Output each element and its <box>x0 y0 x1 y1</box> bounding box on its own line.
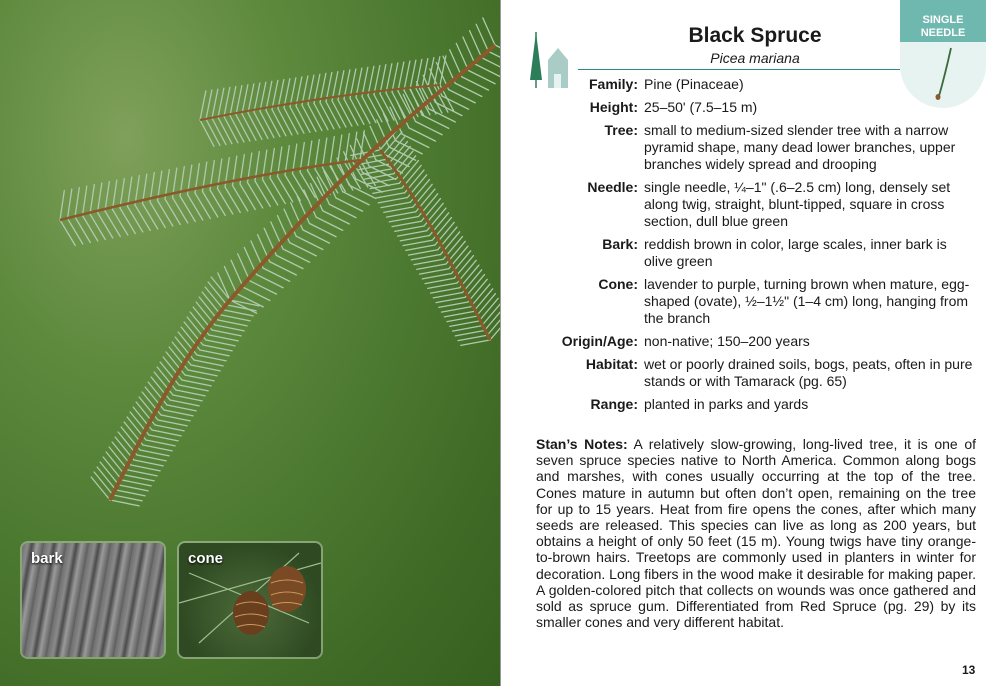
tab-label-line2: NEEDLE <box>920 27 966 39</box>
fact-value: single needle, ¼–1" (.6–2.5 cm) long, densely set along twig, straight, blunt-tipped, square in cross section, dull blue green <box>644 179 951 229</box>
tab-label-line1: SINGLE <box>922 14 964 26</box>
fact-value: wet or poorly drained soils, bogs, peats, often in pure stands or with Tamarack (pg. 65) <box>644 356 973 389</box>
fact-key: Needle: <box>587 179 638 195</box>
page-number: 13 <box>962 663 976 677</box>
notes-heading: Stan’s Notes: <box>536 436 628 452</box>
fact-row-needle <box>528 179 978 230</box>
species-facts <box>528 76 978 419</box>
fact-key: Height: <box>589 99 638 115</box>
fact-row-family <box>528 76 978 93</box>
leaf-type-tab-label <box>900 14 986 40</box>
fact-value: Pine (Pinaceae) <box>644 76 744 92</box>
bark-label: bark <box>31 550 63 567</box>
cone-label: cone <box>188 550 224 567</box>
fact-row-range <box>528 396 978 413</box>
notes-body: A relatively slow-growing, long-lived tree, it is one of seven spruce species native to North America. Common along bogs and marshes, with cones usually occurring at the top of the tree. Cones mature in autumn but often don’t open, remaining on the tree for up to 15 years. Heat from fire opens the cones, after which many seeds are released. This species can live as long as 200 years, but obtains a height of only 50 feet (15 m). Young twigs have tiny orange-to-brown hairs. Treetops are commonly used in planters in winter for decoration. Long fibers in the wood make it desirable for making paper. A golden-colored pitch that collects on wounds was once gathered and sold as spruce gum. Differentiated from Red Spruce (pg. 29) by its smaller cones and very different habitat. <box>536 436 977 631</box>
fact-row-cone <box>528 276 978 327</box>
fact-value: small to medium-sized slender tree with a narrow pyramid shape, many dead lower branches, upper branches widely spread and drooping <box>644 122 956 172</box>
fact-value: 25–50' (7.5–15 m) <box>644 99 758 115</box>
stans-notes <box>536 436 976 630</box>
fact-key: Bark: <box>602 236 638 252</box>
fact-value: planted in parks and yards <box>644 396 809 412</box>
fact-key: Family: <box>588 76 638 92</box>
bark-inset-photo <box>22 543 164 657</box>
species-common-name: Black Spruce <box>688 24 822 47</box>
fact-value: reddish brown in color, large scales, inner bark is olive green <box>644 236 947 269</box>
cone-inset-photo <box>179 543 321 657</box>
fact-value: lavender to purple, turning brown when mature, egg-shaped (ovate), ½–1½" (1–4 cm) long, hanging from the branch <box>644 276 970 326</box>
species-scientific-name: Picea mariana <box>710 50 800 66</box>
fact-row-height <box>528 99 978 116</box>
fact-key: Habitat: <box>585 356 638 372</box>
fact-row-origin-age <box>528 333 978 350</box>
fact-key: Cone: <box>598 276 638 292</box>
fact-key: Tree: <box>604 122 638 138</box>
title-rule <box>578 69 900 70</box>
fact-key: Range: <box>590 396 638 412</box>
fact-key: Origin/Age: <box>561 333 638 349</box>
fact-value: non-native; 150–200 years <box>644 333 810 349</box>
fact-row-bark <box>528 236 978 270</box>
fact-row-tree <box>528 122 978 173</box>
fact-row-habitat <box>528 356 978 390</box>
